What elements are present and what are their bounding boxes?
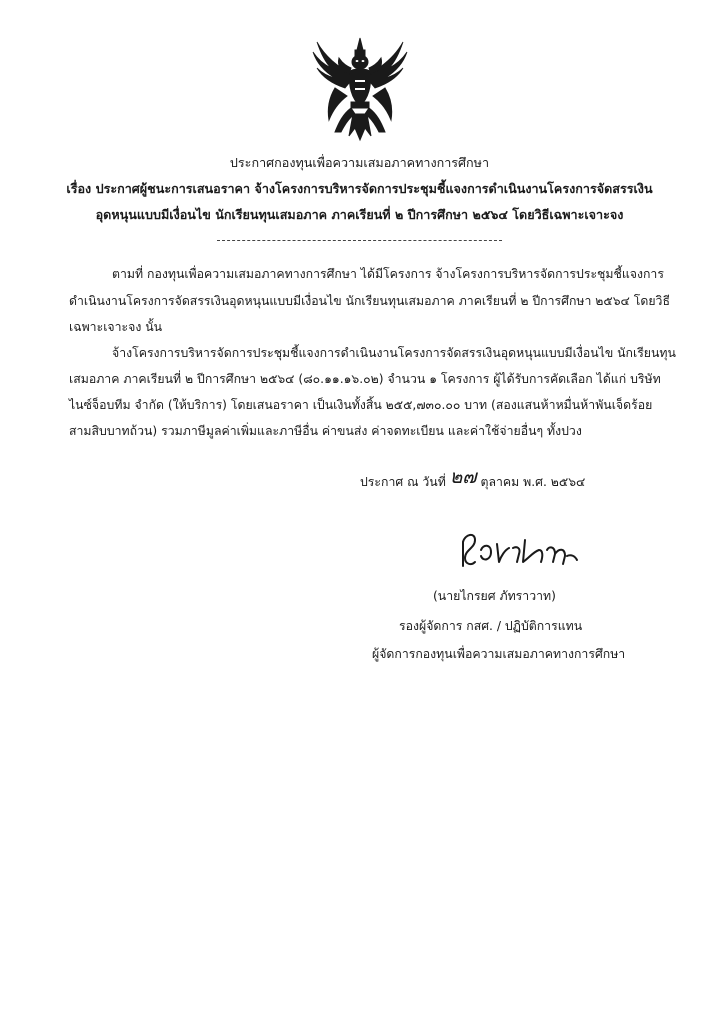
date-day-handwritten: ๒๗	[449, 466, 477, 488]
paragraph-2-line-4: สามสิบบาทถ้วน) รวมภาษีมูลค่าเพิ่มและภาษีอื่น ค่าขนส่ง ค่าจดทะเบียน และค่าใช้จ่ายอื่นๆ ทั้งปวง	[69, 424, 582, 438]
subject-line-1: เรื่อง ประกาศผู้ชนะการเสนอราคา จ้างโครงการบริหารจัดการประชุมชี้แจงการดำเนินงานโครงการจัดสรรเงิน	[66, 181, 653, 196]
handwritten-signature	[453, 526, 583, 574]
paragraph-1-line-3: เฉพาะเจาะจง นั้น	[69, 320, 163, 334]
signer-name: (นายไกรยศ ภัทราวาท)	[433, 589, 556, 603]
signer-organization: ผู้จัดการกองทุนเพื่อความเสมอภาคทางการศึกษา	[372, 647, 626, 661]
paragraph-2-line-3: ไนซ์จ็อบทีม จำกัด (ให้บริการ) โดยเสนอราคา เป็นเงินทั้งสิ้น ๒๕๕,๗๓๐.๐๐ บาท (สองแสนห้าหมื่นห้าพันเจ็ดร้อย	[69, 398, 653, 412]
announcement-title: ประกาศกองทุนเพื่อความเสมอภาคทางการศึกษา	[229, 155, 490, 170]
subject-line-2: อุดหนุนแบบมีเงื่อนไข นักเรียนทุนเสมอภาค ภาคเรียนที่ ๒ ปีการศึกษา ๒๕๖๔ โดยวิธีเฉพาะเจาะจง	[95, 207, 624, 222]
paragraph-1-line-2: ดำเนินงานโครงการจัดสรรเงินอุดหนุนแบบมีเงื่อนไข นักเรียนทุนเสมอภาค ภาคเรียนที่ ๒ ปีการศึกษา ๒๕๖๔ โดยวิธี	[69, 294, 670, 308]
announcement-date	[360, 466, 586, 490]
signer-position: รองผู้จัดการ กสศ. / ปฏิบัติการแทน	[399, 619, 583, 633]
date-prefix: ประกาศ ณ วันที่	[360, 475, 446, 489]
paragraph-2-line-2: เสมอภาค ภาคเรียนที่ ๒ ปีการศึกษา ๒๕๖๔ (๘๐.๑๑.๑๖.๐๒) จำนวน ๑ โครงการ ผู้ได้รับการคัดเลือก ได้แก่ บริษัท	[69, 372, 661, 386]
paragraph-1-line-1: ตามที่ กองทุนเพื่อความเสมอภาคทางการศึกษา ได้มีโครงการ จ้างโครงการบริหารจัดการประชุมชี้แจงการ	[112, 267, 664, 281]
garuda-emblem-icon	[305, 36, 415, 146]
date-month-year: ตุลาคม พ.ศ. ๒๕๖๔	[480, 475, 586, 489]
separator-line	[217, 240, 502, 241]
paragraph-2-line-1: จ้างโครงการบริหารจัดการประชุมชี้แจงการดำเนินงานโครงการจัดสรรเงินอุดหนุนแบบมีเงื่อนไข นักเรียนทุน	[112, 346, 676, 360]
